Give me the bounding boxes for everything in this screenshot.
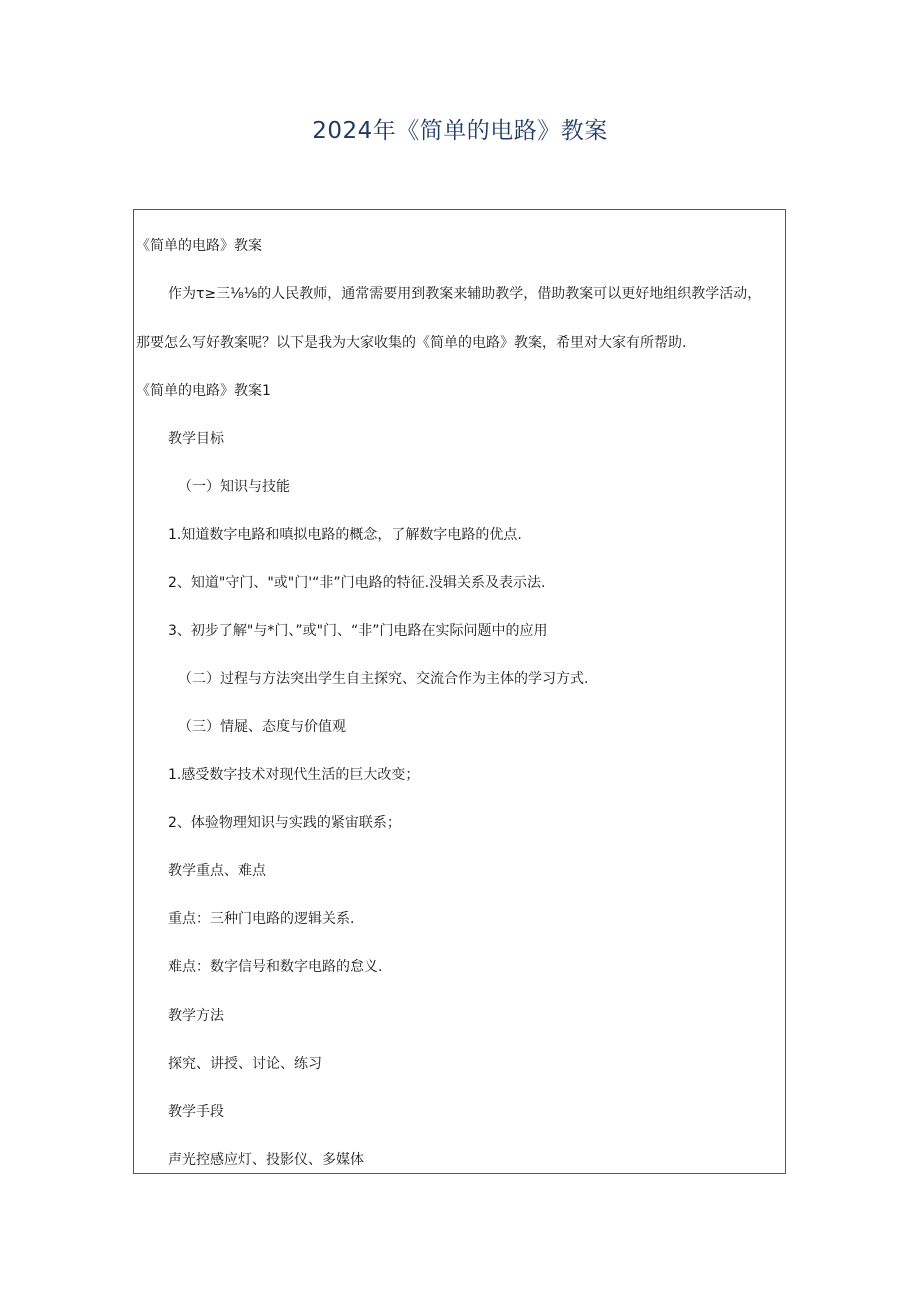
attitude-item: 1.感受数字技术对现代生活的巨大改变；	[168, 767, 420, 783]
intro-paragraph-line-2: 那要怎么写好教案呢？以下是我为大家收集的《简单的电路》教案，希里对大家有所帮助.	[136, 335, 687, 351]
section-heading: 《简单的电路》教案	[136, 238, 262, 254]
objective-item: 1.知道数字电路和嗔拟电路的概念，了解数字电路的优点.	[168, 527, 522, 543]
teaching-tools-text: 声光控感应灯、投影仪、多媒体	[168, 1152, 364, 1168]
teaching-methods-text: 探究、讲授、讨论、练习	[168, 1056, 322, 1072]
document-title: 2024年《简单的电路》教案	[312, 118, 608, 144]
lesson-plan-content-box	[133, 209, 786, 1174]
key-difficult-points-heading: 教学重点、难点	[168, 863, 266, 879]
teaching-methods-heading: 教学方法	[168, 1008, 224, 1024]
objective-item: 2、知道"守门、"或"门'“非”门电路的特征.没辑关系及表示法.	[168, 575, 546, 591]
difficult-point-text: 难点：数字信号和数字电路的怠义.	[168, 959, 383, 975]
knowledge-skills-heading: （一）知识与技能	[178, 479, 290, 495]
objective-item: 3、初步了解"与*门、”或"门、“非”门电路在实际问题中的应用	[168, 623, 548, 639]
process-method-heading: （二）过程与方法突出学生自主探究、交流合作为主体的学习方式.	[178, 671, 589, 687]
attitude-item: 2、体验物理知识与实践的紧宙联系；	[168, 815, 401, 831]
intro-paragraph-line-1: 作为τ≥三⅛⅛的人民教师，通常需要用到教案来辅助教学，借助教案可以更好地组织教学活动，	[168, 286, 762, 302]
teaching-objectives-heading: 教学目标	[168, 431, 224, 447]
attitude-values-heading: （三）情屣、态度与价值观	[178, 719, 346, 735]
teaching-tools-heading: 教学手段	[168, 1104, 224, 1120]
key-point-text: 重点：三种门电路的逻辑关系.	[168, 911, 355, 927]
lesson-plan-1-heading: 《简单的电路》教案1	[136, 383, 271, 399]
